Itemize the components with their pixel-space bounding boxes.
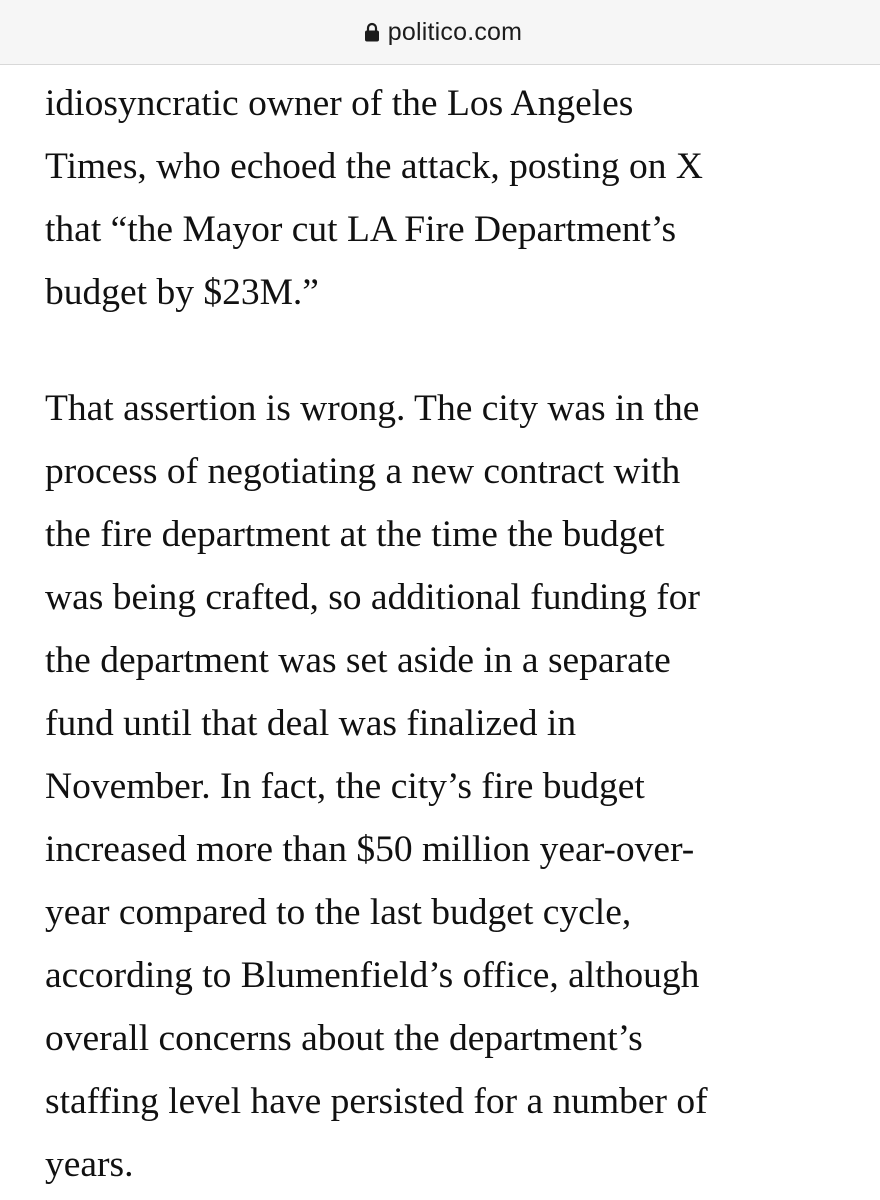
text-line: That assertion is wrong. The city was in the xyxy=(45,388,700,429)
text-line: Times, who echoed the attack, posting on X xyxy=(45,146,703,187)
url-text: politico.com xyxy=(387,17,523,46)
text-line: according to Blumenfield’s office, although xyxy=(45,955,700,996)
text-line: fund until that deal was finalized in xyxy=(45,703,577,744)
text-line: the department was set aside in a separate xyxy=(45,640,671,681)
text-line: process of negotiating a new contract with xyxy=(45,451,681,492)
article-paragraph xyxy=(45,377,845,1196)
text-line: overall concerns about the department’s xyxy=(45,1018,643,1059)
text-line: years. xyxy=(45,1144,134,1185)
text-line: November. In fact, the city’s fire budget xyxy=(45,766,645,807)
text-line: year compared to the last budget cycle, xyxy=(45,892,632,933)
lock-icon xyxy=(364,22,380,42)
article-paragraph xyxy=(45,72,845,324)
text-line: idiosyncratic owner of the Los Angeles xyxy=(45,83,634,124)
url-display[interactable] xyxy=(364,18,522,47)
text-line: that “the Mayor cut LA Fire Department’s xyxy=(45,209,677,250)
text-line: budget by $23M.” xyxy=(45,272,319,313)
address-bar[interactable] xyxy=(0,0,880,65)
text-line: increased more than $50 million year-over- xyxy=(45,829,695,870)
article-body xyxy=(45,72,845,1196)
text-line: the fire department at the time the budget xyxy=(45,514,665,555)
text-line: was being crafted, so additional funding for xyxy=(45,577,701,618)
text-line: staffing level have persisted for a number of xyxy=(45,1081,708,1122)
